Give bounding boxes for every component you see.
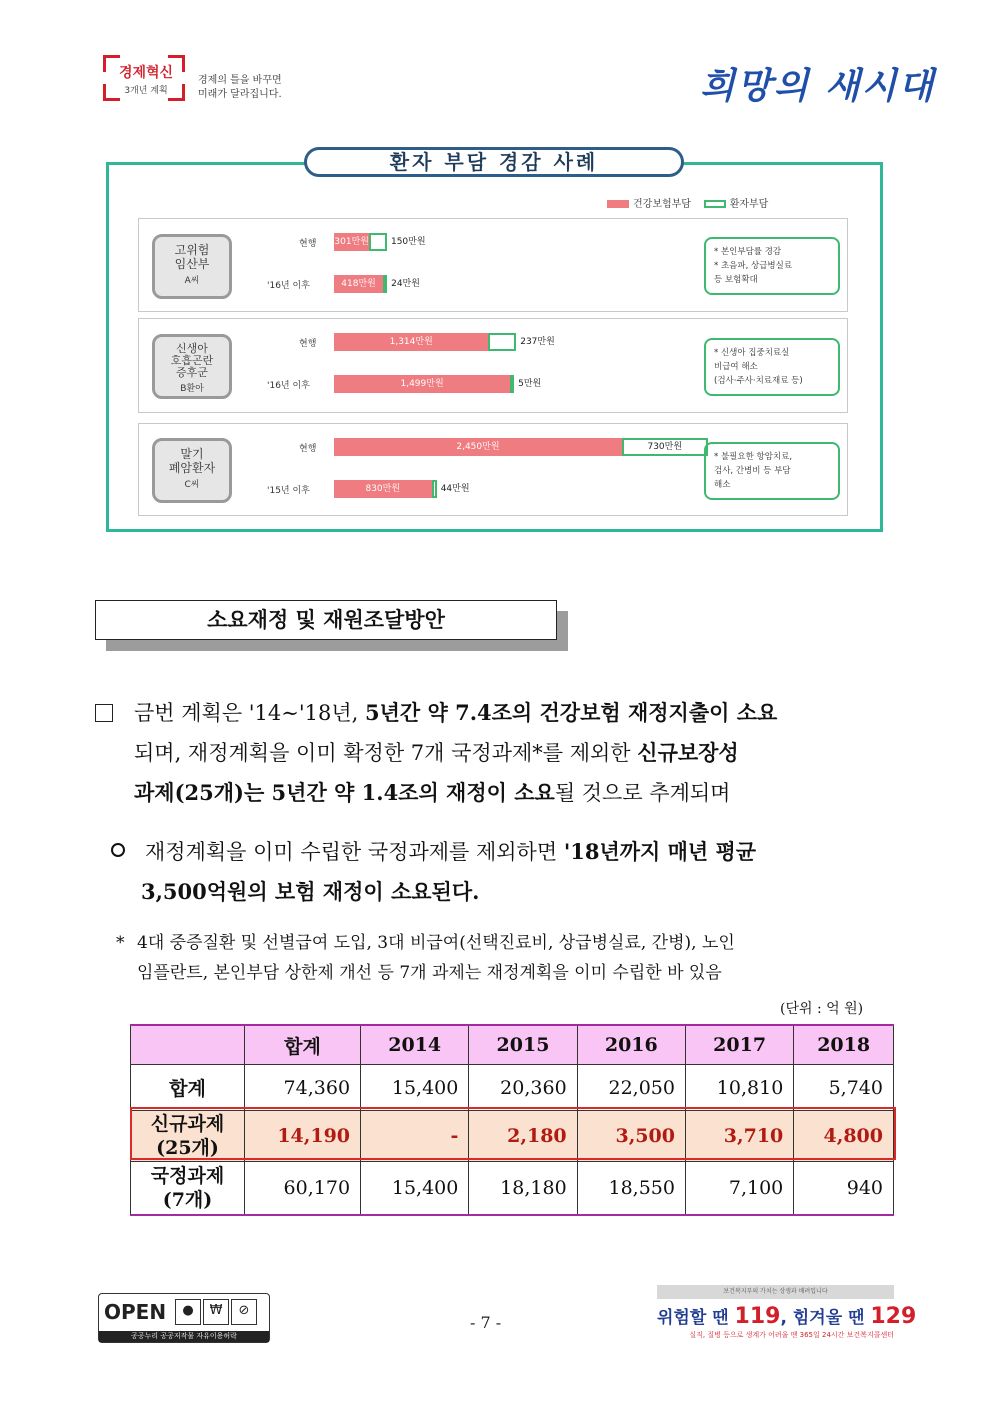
case-note <box>704 442 840 500</box>
case-row-label: 현행 <box>299 339 317 349</box>
table-header-cell: 2016 <box>577 1025 685 1065</box>
case-note-line: * 초음파, 상급병실료 <box>714 261 793 271</box>
case-note-line: 검사, 간병비 등 부담 <box>714 465 791 476</box>
table-cell: 14,190 <box>245 1111 361 1162</box>
table-cell: 3,710 <box>685 1111 793 1162</box>
case-row-label: '16년 이후 <box>267 281 310 291</box>
paragraph-1-line-1: 금번 계획은 '14∼'18년, 5년간 약 7.4조의 건강보험 재정지출이 소요 <box>134 700 778 725</box>
case-subject: B환아 <box>180 384 204 394</box>
table-cell: 74,360 <box>245 1065 361 1111</box>
footnote <box>137 928 735 988</box>
table-cell: 4,800 <box>794 1111 894 1162</box>
case-note-line: 해소 <box>714 479 731 490</box>
non-commercial-icon: ₩ <box>203 1299 229 1325</box>
table-cell: 18,550 <box>577 1162 685 1216</box>
case-box <box>138 218 848 312</box>
table-cell: 15,400 <box>361 1162 469 1216</box>
case-row-label: 현행 <box>299 444 317 454</box>
hotline-banner <box>657 1285 917 1347</box>
logo-sub: 3개년 계획 <box>124 86 168 96</box>
table-header-cell: 2017 <box>685 1025 793 1065</box>
hotline-sub: 실직, 질병 등으로 생계가 어려울 땐 365일 24시간 보건복지콜센터 <box>689 1331 894 1339</box>
hotline-main: 위험할 땐 119, 힘겨울 땐 129 <box>657 1304 917 1329</box>
table-row <box>131 1065 894 1111</box>
legend-patient-swatch <box>704 200 726 208</box>
legend-insurance-swatch <box>607 200 629 208</box>
unit-label: (단위 : 억 원) <box>780 1001 864 1017</box>
circle-bullet <box>111 843 125 857</box>
patient-bar-value: 24만원 <box>391 279 420 289</box>
logo-text: 경제혁신 <box>118 65 174 81</box>
patient-bar <box>510 375 514 393</box>
patient-bar-value: 44만원 <box>440 484 470 494</box>
logo-slogan: 경제의 틀을 바꾸면 미래가 달라집니다. <box>198 75 282 100</box>
footnote-line-1: 4대 중증질환 및 선별급여 도입, 3대 비급여(선택진료비, 상급병실료, 간병), 노인 <box>137 933 735 953</box>
patient-bar-value: 5만원 <box>518 379 542 389</box>
paragraph-1-line-3: 과제(25개)는 5년간 약 1.4조의 재정이 소요될 것으로 추계되며 <box>134 780 731 805</box>
table-cell: 10,810 <box>685 1065 793 1111</box>
case-note-line: * 불필요한 항암치료, <box>714 451 793 462</box>
paragraph-2-line-2: 3,500억원의 보험 재정이 소요된다. <box>141 879 480 904</box>
row-label: 국정과제 (7개) <box>131 1162 245 1216</box>
table-row <box>131 1162 894 1216</box>
table-cell: 15,400 <box>361 1065 469 1111</box>
case-badge <box>152 438 232 503</box>
paragraph-2-line-1: 재정계획을 이미 수립한 국정과제를 제외하면 '18년까지 매년 평균 <box>145 839 757 864</box>
table-cell: 18,180 <box>469 1162 577 1216</box>
table-header-cell: 합계 <box>245 1025 361 1065</box>
table-cell: 940 <box>794 1162 894 1216</box>
patient-bar <box>432 480 437 498</box>
hope-new-era-logo: 희망의 새시대 <box>700 66 936 107</box>
table-cell: 7,100 <box>685 1162 793 1216</box>
insurance-bar: 1,499만원 <box>334 375 510 393</box>
gyeongje-hyeoksin-logo <box>103 55 185 101</box>
no-derivatives-icon: ⊘ <box>231 1299 257 1325</box>
infographic-title: 환자 부담 경감 사례 <box>304 147 684 177</box>
infographic-legend: 건강보험부담 환자부담 <box>607 195 768 210</box>
case-note <box>704 338 840 396</box>
case-row-label: '15년 이후 <box>267 486 310 496</box>
insurance-bar: 1,314만원 <box>334 333 488 351</box>
case-badge <box>152 234 232 299</box>
insurance-bar: 830만원 <box>334 480 432 498</box>
checkbox-bullet <box>95 704 113 722</box>
table-cell: 3,500 <box>577 1111 685 1162</box>
open-logo-caption: 공공누리 공공저작물 자유이용허락 <box>99 1331 269 1342</box>
case-name: 신생아 호흡곤란 증후군 <box>170 342 214 379</box>
attribution-icon: ● <box>175 1299 201 1325</box>
open-logo-text: OPEN <box>104 1300 167 1324</box>
table-cell: 60,170 <box>245 1162 361 1216</box>
footnote-line-2: 임플란트, 본인부담 상한제 개선 등 7개 과제는 재정계획을 이미 수립한 바 있음 <box>137 963 722 983</box>
paragraph-1 <box>134 693 777 813</box>
table-header-cell: 2018 <box>794 1025 894 1065</box>
table-header-row <box>131 1025 894 1065</box>
case-name: 말기 폐암환자 <box>168 447 216 475</box>
kogl-open-logo <box>98 1293 270 1343</box>
insurance-bar: 301만원 <box>334 233 369 251</box>
case-subject: C씨 <box>184 480 200 490</box>
footnote-mark: * <box>116 933 125 953</box>
table-header-cell: 2014 <box>361 1025 469 1065</box>
case-note-line: (검사·주사·치료재료 등) <box>714 375 803 386</box>
patient-bar <box>369 233 387 251</box>
patient-bar-value: 150만원 <box>390 237 426 247</box>
case-subject: A씨 <box>184 275 200 286</box>
case-box <box>138 423 848 516</box>
hotline-top: 보건복지부의 가치는 상생과 배려입니다 <box>657 1285 894 1299</box>
table-cell: 5,740 <box>794 1065 894 1111</box>
case-note-line: * 본인부담률 경감 <box>714 247 782 257</box>
insurance-bar: 418만원 <box>334 275 383 293</box>
table-cell: 22,050 <box>577 1065 685 1111</box>
patient-bar <box>488 333 516 351</box>
page-number: - 7 - <box>470 1313 502 1332</box>
insurance-bar: 2,450만원 <box>334 438 622 456</box>
case-note-line: 비급여 해소 <box>714 361 758 372</box>
case-box <box>138 318 848 413</box>
case-row-label: '16년 이후 <box>267 381 310 391</box>
table-header-cell: 2015 <box>469 1025 577 1065</box>
patient-bar <box>383 275 387 293</box>
new-projects-highlight <box>130 1107 896 1160</box>
table-cell: - <box>361 1111 469 1162</box>
paragraph-1-line-2: 되며, 재정계획을 이미 확정한 7개 국정과제*를 제외한 신규보장성 <box>134 740 739 765</box>
case-badge <box>152 334 232 399</box>
table-header-cell <box>131 1025 245 1065</box>
paragraph-2 <box>141 832 757 912</box>
table-cell: 20,360 <box>469 1065 577 1111</box>
case-note <box>704 237 840 295</box>
patient-bar: 730만원 <box>622 438 708 456</box>
case-note-line: * 신생아 집중치료실 <box>714 347 790 358</box>
case-row-label: 현행 <box>299 239 317 249</box>
patient-bar-value: 237만원 <box>520 337 555 347</box>
table-cell: 2,180 <box>469 1111 577 1162</box>
case-name: 고위험 임산부 <box>174 242 210 271</box>
section-title: 소요재정 및 재원조달방안 <box>95 600 557 640</box>
case-note-line: 등 보험확대 <box>714 275 758 285</box>
row-label: 신규과제 (25개) <box>131 1111 245 1162</box>
row-label: 합계 <box>131 1065 245 1111</box>
